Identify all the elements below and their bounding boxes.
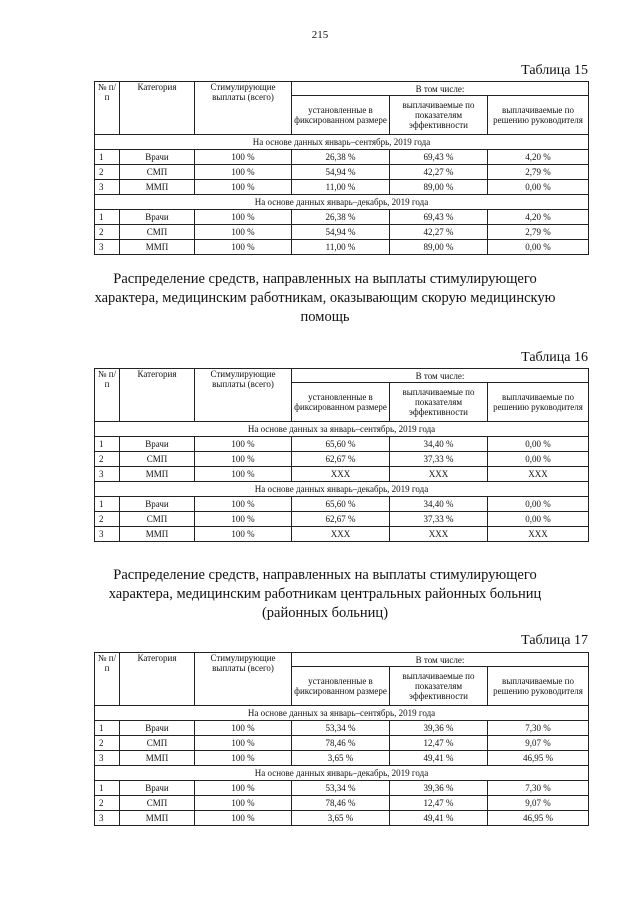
row-total: 100 %	[195, 811, 292, 826]
header-total: Стимулирующие выплаты (всего)	[195, 82, 292, 135]
section-row	[95, 195, 589, 210]
row-indicators: 34,40 %	[390, 497, 488, 512]
table-row	[95, 751, 589, 766]
row-indicators: 34,40 %	[390, 437, 488, 452]
row-fixed: 65,60 %	[292, 497, 390, 512]
table-row	[95, 225, 589, 240]
row-indicators: 42,27 %	[390, 165, 488, 180]
row-manager: 0,00 %	[488, 497, 589, 512]
row-manager: 0,00 %	[488, 512, 589, 527]
table-row	[95, 150, 589, 165]
row-number: 2	[95, 452, 120, 467]
row-category: ММП	[120, 467, 195, 482]
table-row	[95, 527, 589, 542]
row-number: 1	[95, 437, 120, 452]
row-fixed: 53,34 %	[292, 721, 390, 736]
row-indicators: XXX	[390, 527, 488, 542]
section-title: На основе данных январь–сентябрь, 2019 года	[95, 135, 589, 150]
row-indicators: 89,00 %	[390, 240, 488, 255]
row-number: 2	[95, 796, 120, 811]
header-fixed: установленные в фиксированном размере	[292, 96, 390, 135]
header-total: Стимулирующие выплаты (всего)	[195, 369, 292, 422]
row-category: Врачи	[120, 210, 195, 225]
row-manager: 7,30 %	[488, 721, 589, 736]
header-num: № п/п	[95, 82, 120, 135]
header-fixed: установленные в фиксированном размере	[292, 667, 390, 706]
section-row	[95, 135, 589, 150]
table-label: Таблица 17	[521, 633, 588, 648]
row-fixed: 78,46 %	[292, 736, 390, 751]
row-fixed: 62,67 %	[292, 452, 390, 467]
table-row	[95, 240, 589, 255]
row-category: СМП	[120, 736, 195, 751]
row-fixed: 11,00 %	[292, 240, 390, 255]
row-number: 2	[95, 225, 120, 240]
table-label: Таблица 16	[521, 350, 588, 365]
table-row	[95, 497, 589, 512]
header-including: В том числе:	[292, 369, 589, 383]
row-number: 2	[95, 165, 120, 180]
table-row	[95, 165, 589, 180]
row-category: Врачи	[120, 781, 195, 796]
table-row	[95, 811, 589, 826]
row-category: Врачи	[120, 437, 195, 452]
row-indicators: 69,43 %	[390, 210, 488, 225]
row-total: 100 %	[195, 497, 292, 512]
header-manager: выплачиваемые по решению руководителя	[488, 383, 589, 422]
row-manager: 2,79 %	[488, 225, 589, 240]
section-row	[95, 766, 589, 781]
row-category: СМП	[120, 796, 195, 811]
table-row	[95, 781, 589, 796]
row-total: 100 %	[195, 452, 292, 467]
table-row	[95, 721, 589, 736]
row-total: 100 %	[195, 240, 292, 255]
header-including: В том числе:	[292, 82, 589, 96]
row-total: 100 %	[195, 210, 292, 225]
section-heading: Распределение средств, направленных на выплаты стимулирующего характера, медицинским работникам, оказывающим скорую медицинскую помощь	[94, 271, 556, 325]
section-title: На основе данных январь–декабрь, 2019 года	[95, 195, 589, 210]
row-category: Врачи	[120, 721, 195, 736]
row-total: 100 %	[195, 512, 292, 527]
table-label: Таблица 15	[521, 63, 588, 78]
row-number: 1	[95, 781, 120, 796]
row-category: ММП	[120, 180, 195, 195]
row-fixed: XXX	[292, 467, 390, 482]
row-manager: 46,95 %	[488, 751, 589, 766]
row-number: 2	[95, 512, 120, 527]
row-total: 100 %	[195, 225, 292, 240]
table-row	[95, 180, 589, 195]
row-indicators: XXX	[390, 467, 488, 482]
row-total: 100 %	[195, 781, 292, 796]
row-fixed: 65,60 %	[292, 437, 390, 452]
row-total: 100 %	[195, 736, 292, 751]
data-table-15	[94, 81, 589, 255]
section-row	[95, 482, 589, 497]
row-number: 3	[95, 180, 120, 195]
row-category: ММП	[120, 751, 195, 766]
header-category: Категория	[120, 653, 195, 706]
row-fixed: XXX	[292, 527, 390, 542]
row-manager: 9,07 %	[488, 736, 589, 751]
header-manager: выплачиваемые по решению руководителя	[488, 96, 589, 135]
row-manager: 0,00 %	[488, 437, 589, 452]
row-total: 100 %	[195, 721, 292, 736]
row-category: ММП	[120, 527, 195, 542]
section-title: На основе данных за январь–сентябрь, 2019 года	[95, 706, 589, 721]
row-total: 100 %	[195, 751, 292, 766]
section-title: На основе данных за январь–сентябрь, 2019 года	[95, 422, 589, 437]
row-manager: 4,20 %	[488, 150, 589, 165]
row-total: 100 %	[195, 467, 292, 482]
row-number: 2	[95, 736, 120, 751]
row-indicators: 37,33 %	[390, 452, 488, 467]
page-number: 215	[311, 29, 329, 41]
row-fixed: 26,38 %	[292, 150, 390, 165]
row-manager: 7,30 %	[488, 781, 589, 796]
table-row	[95, 736, 589, 751]
row-total: 100 %	[195, 180, 292, 195]
row-total: 100 %	[195, 527, 292, 542]
row-number: 3	[95, 751, 120, 766]
row-manager: XXX	[488, 467, 589, 482]
header-num: № п/п	[95, 369, 120, 422]
section-row	[95, 706, 589, 721]
header-indicators: выплачиваемые по показателям эффективности	[390, 383, 488, 422]
header-category: Категория	[120, 369, 195, 422]
row-manager: 46,95 %	[488, 811, 589, 826]
row-fixed: 78,46 %	[292, 796, 390, 811]
row-indicators: 89,00 %	[390, 180, 488, 195]
row-indicators: 39,36 %	[390, 781, 488, 796]
section-title: На основе данных январь–декабрь, 2019 года	[95, 482, 589, 497]
row-number: 1	[95, 497, 120, 512]
row-category: СМП	[120, 512, 195, 527]
header-num: № п/п	[95, 653, 120, 706]
row-manager: 4,20 %	[488, 210, 589, 225]
table-row	[95, 210, 589, 225]
row-total: 100 %	[195, 796, 292, 811]
section-title: На основе данных январь–декабрь, 2019 года	[95, 766, 589, 781]
row-category: ММП	[120, 240, 195, 255]
header-manager: выплачиваемые по решению руководителя	[488, 667, 589, 706]
row-manager: 9,07 %	[488, 796, 589, 811]
row-total: 100 %	[195, 150, 292, 165]
header-fixed: установленные в фиксированном размере	[292, 383, 390, 422]
header-including: В том числе:	[292, 653, 589, 667]
row-indicators: 69,43 %	[390, 150, 488, 165]
section-heading: Распределение средств, направленных на выплаты стимулирующего характера, медицинским работникам центральных районных больниц (районных больниц)	[108, 567, 542, 621]
table-row	[95, 467, 589, 482]
header-indicators: выплачиваемые по показателям эффективности	[390, 96, 488, 135]
row-fixed: 3,65 %	[292, 811, 390, 826]
row-fixed: 62,67 %	[292, 512, 390, 527]
row-indicators: 37,33 %	[390, 512, 488, 527]
row-number: 1	[95, 210, 120, 225]
row-category: Врачи	[120, 497, 195, 512]
row-category: СМП	[120, 165, 195, 180]
row-number: 1	[95, 721, 120, 736]
row-manager: 0,00 %	[488, 240, 589, 255]
row-fixed: 26,38 %	[292, 210, 390, 225]
row-fixed: 54,94 %	[292, 225, 390, 240]
row-category: Врачи	[120, 150, 195, 165]
row-manager: 2,79 %	[488, 165, 589, 180]
row-indicators: 39,36 %	[390, 721, 488, 736]
row-fixed: 54,94 %	[292, 165, 390, 180]
row-indicators: 12,47 %	[390, 736, 488, 751]
row-total: 100 %	[195, 165, 292, 180]
header-category: Категория	[120, 82, 195, 135]
row-number: 1	[95, 150, 120, 165]
table-row	[95, 437, 589, 452]
row-indicators: 49,41 %	[390, 811, 488, 826]
row-manager: 0,00 %	[488, 180, 589, 195]
section-row	[95, 422, 589, 437]
row-manager: XXX	[488, 527, 589, 542]
row-number: 3	[95, 527, 120, 542]
table-row	[95, 512, 589, 527]
data-table-17	[94, 652, 589, 826]
row-category: СМП	[120, 452, 195, 467]
row-fixed: 3,65 %	[292, 751, 390, 766]
row-fixed: 53,34 %	[292, 781, 390, 796]
header-total: Стимулирующие выплаты (всего)	[195, 653, 292, 706]
row-number: 3	[95, 240, 120, 255]
table-row	[95, 796, 589, 811]
row-indicators: 12,47 %	[390, 796, 488, 811]
row-total: 100 %	[195, 437, 292, 452]
row-number: 3	[95, 811, 120, 826]
row-manager: 0,00 %	[488, 452, 589, 467]
row-category: ММП	[120, 811, 195, 826]
header-indicators: выплачиваемые по показателям эффективности	[390, 667, 488, 706]
row-indicators: 42,27 %	[390, 225, 488, 240]
row-category: СМП	[120, 225, 195, 240]
row-fixed: 11,00 %	[292, 180, 390, 195]
row-number: 3	[95, 467, 120, 482]
table-row	[95, 452, 589, 467]
row-indicators: 49,41 %	[390, 751, 488, 766]
data-table-16	[94, 368, 589, 542]
